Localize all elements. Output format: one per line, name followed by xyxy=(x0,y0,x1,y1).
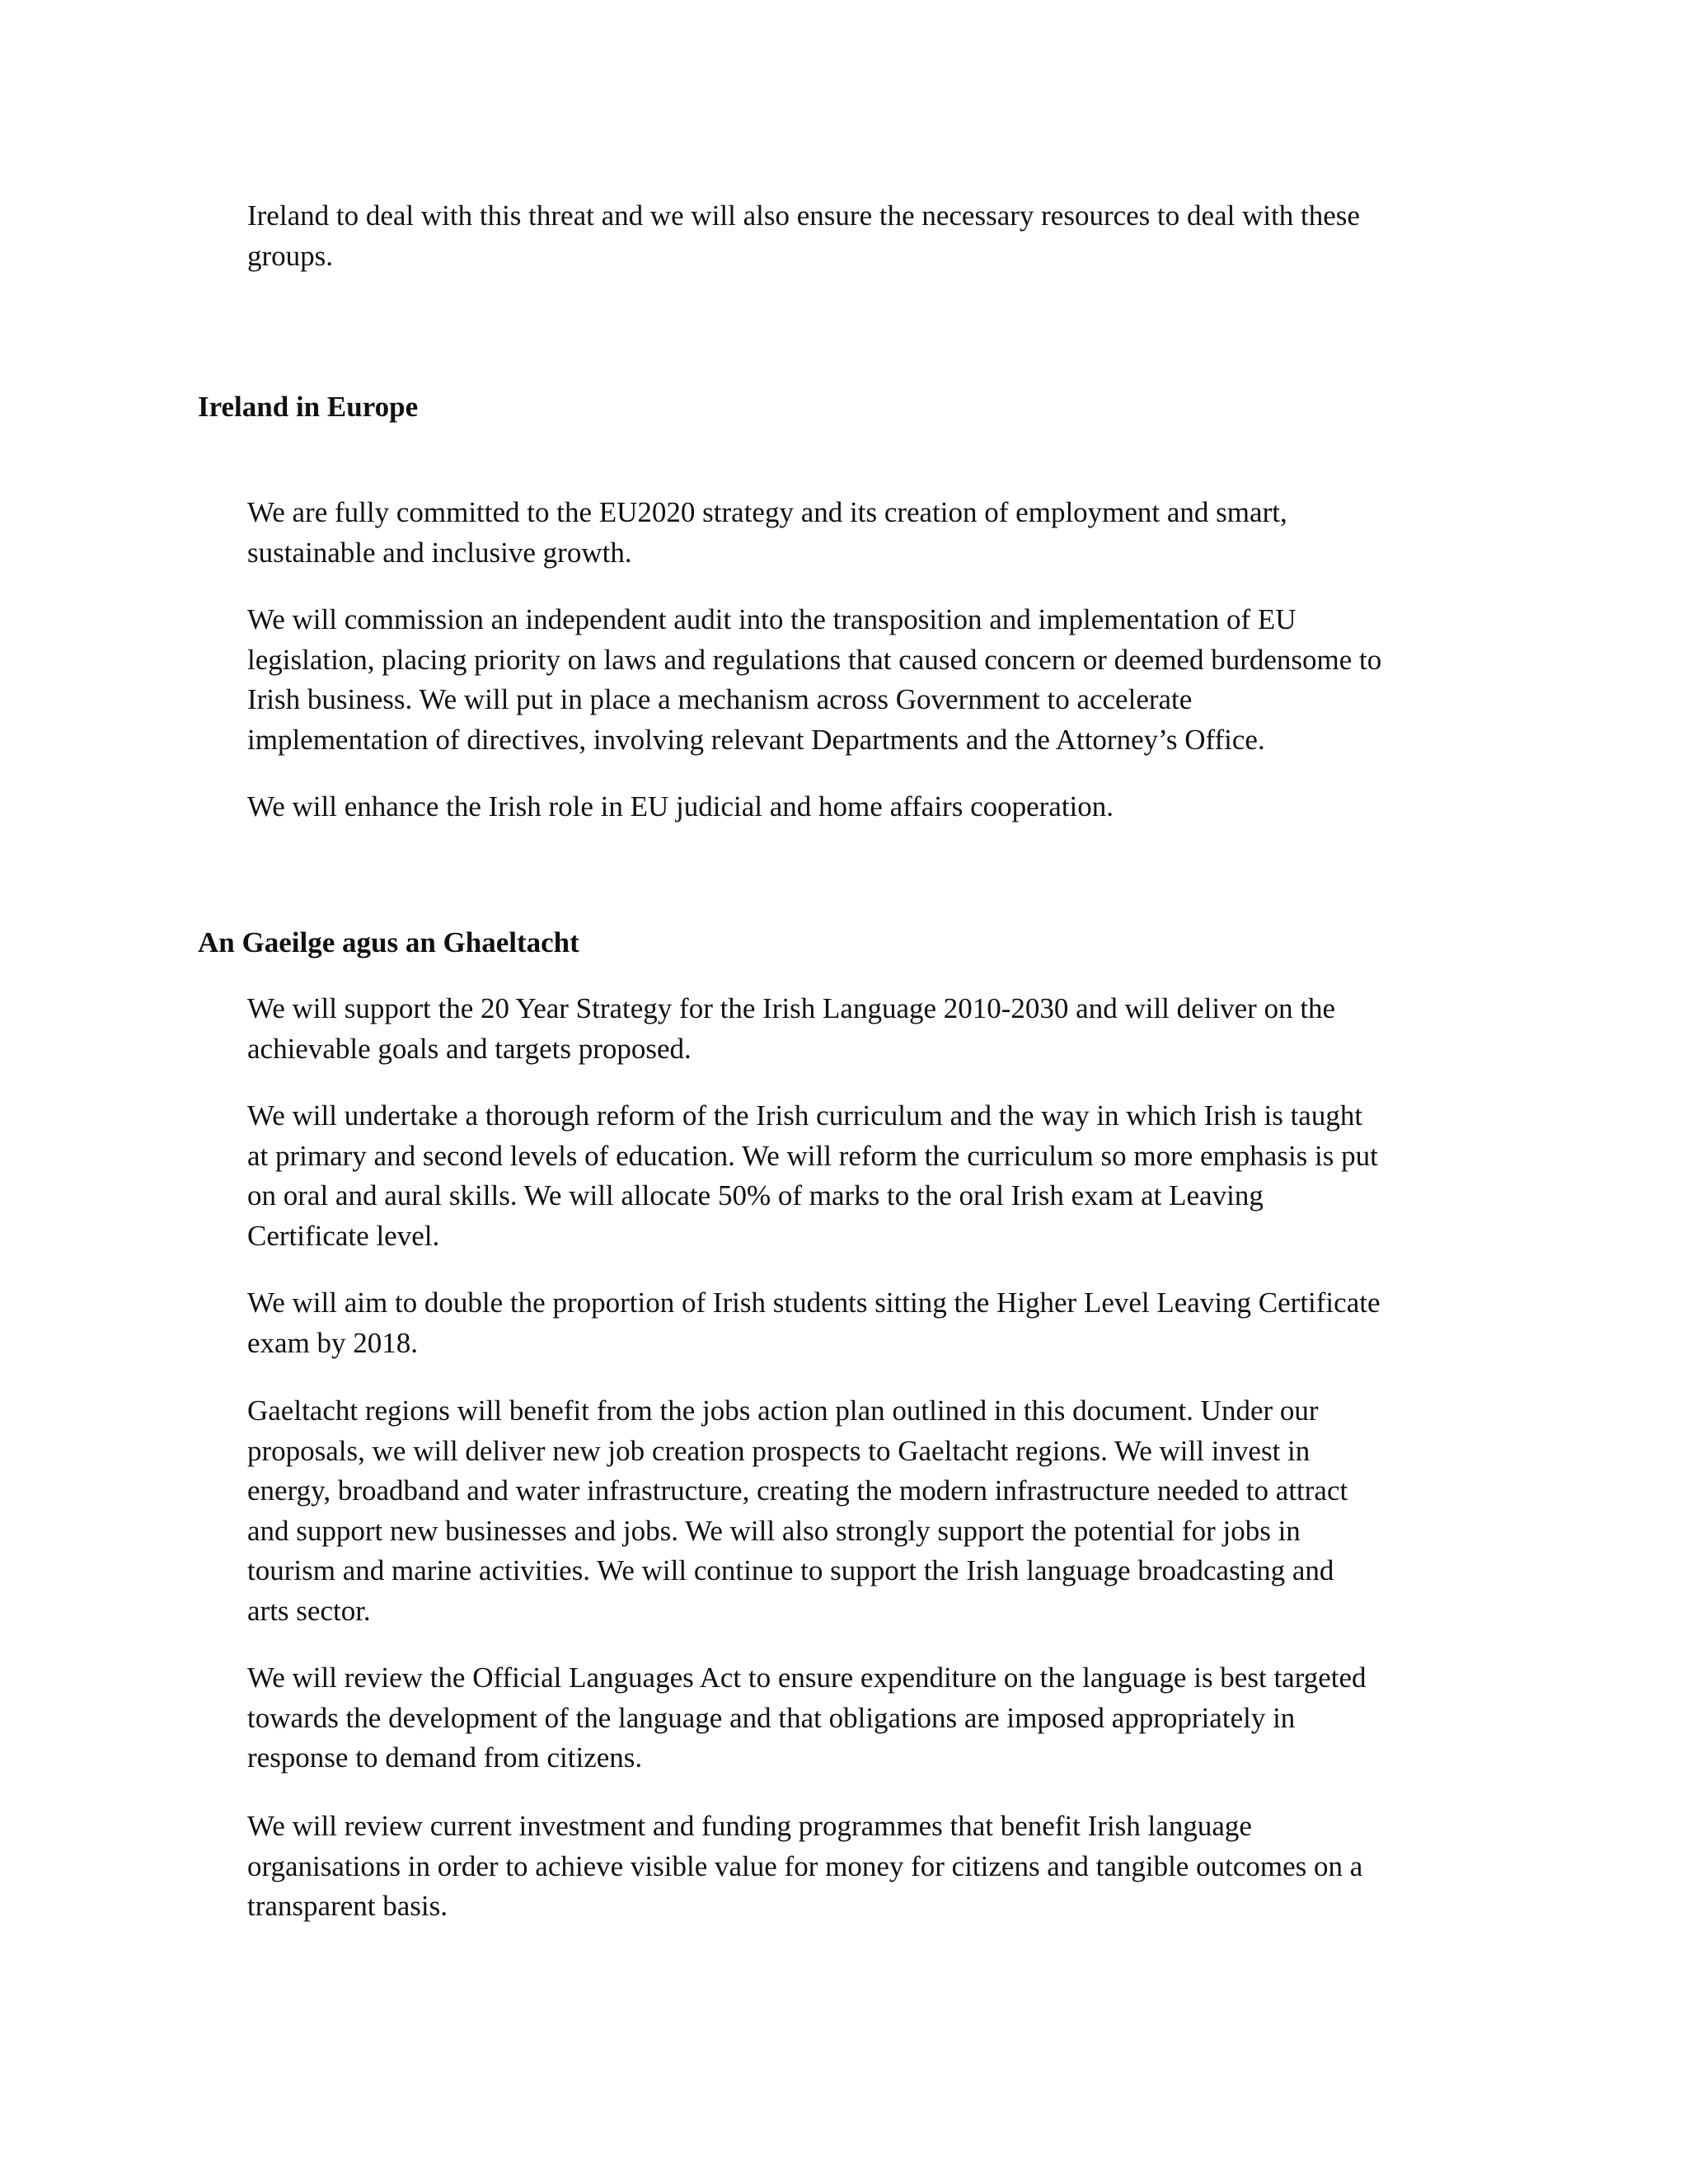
europe-paragraph-1: We are fully committed to the EU2020 strategy and its creation of employment and smart, sustainable and inclusive growth. xyxy=(247,496,1287,569)
gaeilge-paragraph-4: Gaeltacht regions will benefit from the jobs action plan outlined in this document. Under our proposals, we will deliver new job creation prospects to Gaeltacht regions. We will invest in energy, broadband and water infrastructure, creating the modern infrastructure needed to attract and support new businesses and jobs. We will also strongly support the potential for jobs in tourism and marine activities. We will continue to support the Irish language broadcasting and arts sector. xyxy=(247,1394,1348,1627)
section-heading-ireland-in-europe: Ireland in Europe xyxy=(198,391,419,423)
gaeilge-paragraph-6: We will review current investment and funding programmes that benefit Irish language organisations in order to achieve visible value for money for citizens and tangible outcomes on a transparent basis. xyxy=(247,1810,1363,1922)
gaeilge-paragraph-5: We will review the Official Languages Act to ensure expenditure on the language is best targeted towards the development of the language and that obligations are imposed appropriately in response to demand from citizens. xyxy=(247,1661,1367,1774)
gaeilge-paragraph-3: We will aim to double the proportion of Irish students sitting the Higher Level Leaving Certificate exam by 2018. xyxy=(247,1286,1381,1359)
europe-paragraph-2: We will commission an independent audit into the transposition and implementation of EU legislation, placing priority on laws and regulations that caused concern or deemed burdensome to Irish business. We will put in place a mechanism across Government to accelerate implementation of directives, involving relevant Departments and the Attorney’s Office. xyxy=(247,603,1382,756)
section-heading-gaeilge: An Gaeilge agus an Ghaeltacht xyxy=(198,926,579,958)
intro-paragraph: Ireland to deal with this threat and we will also ensure the necessary resources to deal with these groups. xyxy=(247,199,1360,272)
gaeilge-paragraph-2: We will undertake a thorough reform of the Irish curriculum and the way in which Irish is taught at primary and second levels of education. We will reform the curriculum so more emphasis is put on oral and aural skills. We will allocate 50% of marks to the oral Irish exam at Leaving Certificate level. xyxy=(247,1099,1378,1252)
europe-paragraph-3: We will enhance the Irish role in EU judicial and home affairs cooperation. xyxy=(247,790,1114,823)
gaeilge-paragraph-1: We will support the 20 Year Strategy for the Irish Language 2010-2030 and will deliver on the achievable goals and targets proposed. xyxy=(247,992,1336,1065)
